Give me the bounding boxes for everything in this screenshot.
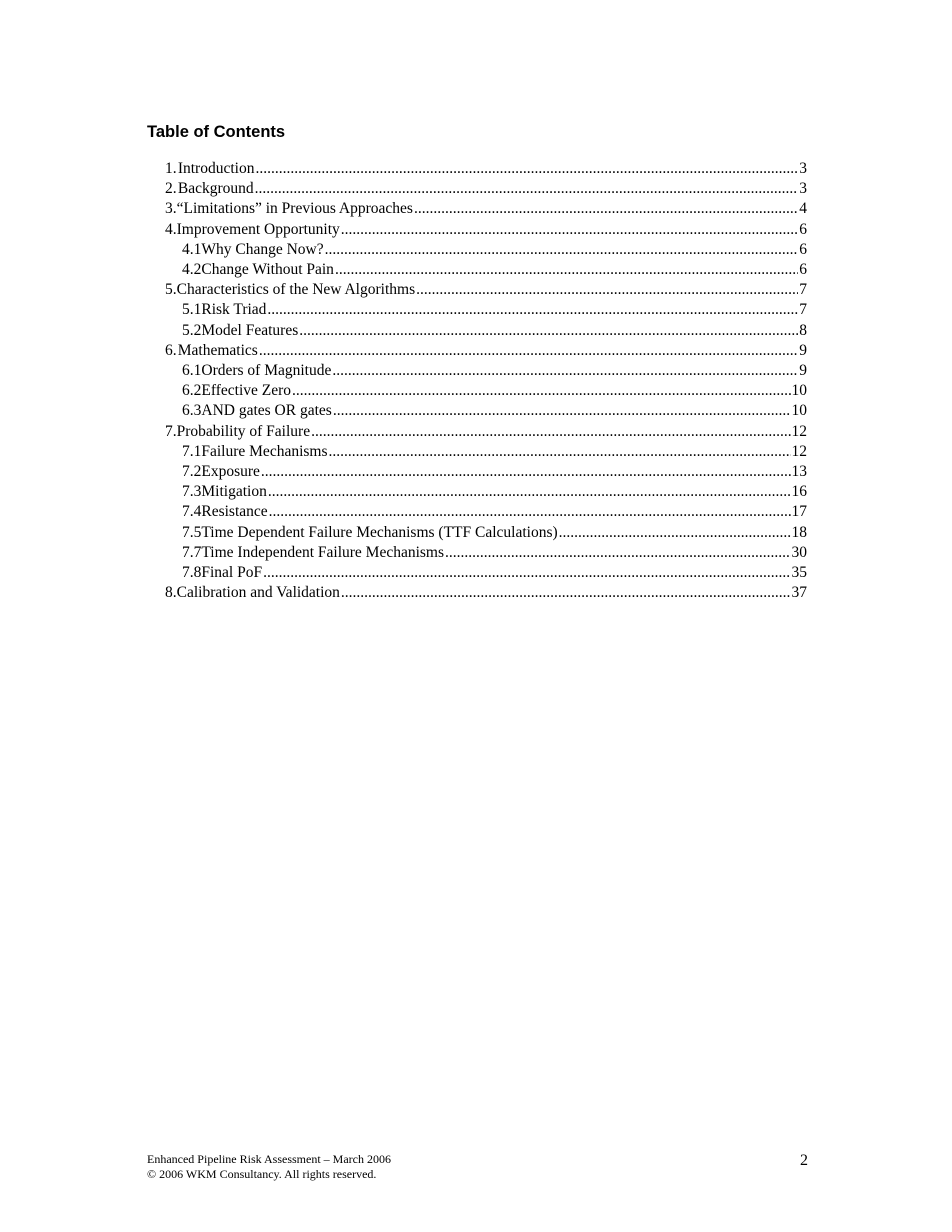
toc-entry-number: 7.4	[182, 503, 202, 521]
toc-entry-page: 6	[799, 220, 807, 238]
toc-leader-dots	[325, 240, 799, 260]
toc-entry-label: Final PoF	[201, 564, 263, 581]
toc-leader-dots	[341, 583, 791, 603]
toc-entry-number: 7.	[165, 422, 177, 440]
toc-entry-page: 17	[791, 503, 807, 521]
toc-entry-number: 8.	[165, 584, 177, 602]
toc-entry-4[interactable]	[165, 220, 807, 240]
toc-entry-number: 5.2	[182, 321, 202, 339]
toc-entry-4-1[interactable]	[182, 240, 807, 260]
toc-entry-label: Effective Zero	[201, 382, 292, 400]
toc-leader-dots	[329, 442, 791, 462]
toc-entry-label: Calibration and Validation	[176, 584, 340, 602]
toc-leader-dots	[299, 321, 798, 341]
toc-entry-number: 5.	[165, 281, 177, 299]
toc-leader-dots	[559, 523, 791, 543]
toc-entry-page: 7	[799, 281, 807, 299]
toc-entry-number: 4.	[165, 220, 177, 238]
toc-entry-label: Mitigation	[201, 483, 267, 501]
toc-entry-label: Mathematics	[177, 341, 258, 359]
toc-leader-dots	[414, 199, 798, 219]
toc-entry-page: 18	[791, 523, 807, 541]
toc-entry-page: 6	[799, 261, 807, 278]
toc-entry-page: 13	[791, 463, 807, 480]
toc-entry-number: 7.7	[182, 543, 202, 561]
toc-entry-label: Model Features	[201, 321, 299, 339]
toc-entry-number: 7.5	[182, 523, 202, 541]
toc-entry-page: 37	[791, 584, 807, 602]
toc-entry-page: 9	[799, 362, 807, 379]
toc-entry-number: 2.	[165, 180, 177, 198]
toc-entry-label: Introduction	[177, 160, 255, 177]
toc-entry-number: 3.	[165, 200, 177, 218]
toc-entry-number: 7.3	[182, 483, 202, 501]
toc-entry-7-5[interactable]	[182, 523, 807, 543]
toc-entry-label: Time Independent Failure Mechanisms	[201, 543, 445, 561]
toc-entry-4-2[interactable]	[182, 260, 807, 280]
toc-entry-label: Why Change Now?	[201, 240, 324, 258]
toc-entry-page: 12	[791, 442, 807, 460]
toc-entry-label: Risk Triad	[201, 301, 267, 319]
toc-entry-label: Background	[177, 180, 254, 198]
toc-entry-6[interactable]	[165, 341, 807, 361]
toc-leader-dots	[267, 300, 798, 320]
toc-entry-6-2[interactable]	[182, 381, 807, 401]
toc-entry-label: Characteristics of the New Algorithms	[176, 281, 416, 299]
toc-entry-number: 6.1	[182, 362, 202, 379]
toc-entry-page: 30	[791, 543, 807, 561]
toc-entry-label: Resistance	[201, 503, 268, 521]
toc-entry-7-8[interactable]	[182, 563, 807, 583]
toc-entry-number: 6.3	[182, 402, 202, 420]
toc-leader-dots	[445, 543, 790, 563]
footer	[147, 1152, 391, 1182]
toc-entry-5-2[interactable]	[182, 321, 807, 341]
toc-entry-page: 12	[791, 422, 807, 440]
toc-entry-number: 4.2	[182, 261, 202, 278]
page-number: 2	[800, 1152, 808, 1169]
toc-entry-7[interactable]	[165, 422, 807, 442]
toc-entry-7-1[interactable]	[182, 442, 807, 462]
toc-entry-page: 10	[791, 402, 807, 420]
toc-entry-page: 6	[799, 240, 807, 258]
toc-leader-dots	[332, 361, 798, 381]
toc-leader-dots	[341, 220, 798, 240]
toc-entry-page: 8	[799, 321, 807, 339]
toc-entry-label: Orders of Magnitude	[201, 362, 332, 379]
toc-entry-label: Improvement Opportunity	[176, 220, 340, 238]
toc-entry-page: 3	[799, 180, 807, 198]
toc-entry-label: Probability of Failure	[176, 422, 311, 440]
toc-entry-page: 4	[799, 200, 807, 218]
toc-entry-number: 6.	[165, 341, 177, 359]
toc-leader-dots	[268, 482, 791, 502]
toc-entry-label: AND gates OR gates	[201, 402, 332, 420]
toc-leader-dots	[416, 280, 798, 300]
toc-entry-number: 1.	[165, 160, 177, 177]
toc-entry-6-1[interactable]	[182, 361, 807, 381]
toc-entry-label: Failure Mechanisms	[201, 442, 328, 460]
toc-entry-number: 4.1	[182, 240, 202, 258]
toc-entry-page: 10	[791, 382, 807, 400]
toc-entry-5-1[interactable]	[182, 300, 807, 320]
toc-leader-dots	[261, 462, 791, 482]
toc-entry-page: 16	[791, 483, 807, 501]
toc-entry-8[interactable]	[165, 583, 807, 603]
toc-entry-7-2[interactable]	[182, 462, 807, 482]
toc-entry-5[interactable]	[165, 280, 807, 300]
toc-entry-page: 9	[799, 341, 807, 359]
toc-entry-number: 7.8	[182, 564, 202, 581]
toc-entry-number: 5.1	[182, 301, 202, 319]
toc-entry-page: 7	[799, 301, 807, 319]
toc-entry-label: Change Without Pain	[201, 261, 334, 278]
toc-entry-label: Exposure	[201, 463, 260, 480]
toc-entry-label: Time Dependent Failure Mechanisms (TTF Calculations)	[201, 523, 558, 541]
toc-entry-7-3[interactable]	[182, 482, 807, 502]
toc-entry-6-3[interactable]	[182, 401, 807, 421]
toc-leader-dots	[292, 381, 790, 401]
toc-entry-label: “Limitations” in Previous Approaches	[176, 200, 413, 218]
toc-entry-7-4[interactable]	[182, 502, 807, 522]
toc-leader-dots	[255, 159, 798, 179]
toc-leader-dots	[259, 341, 798, 361]
toc-leader-dots	[335, 260, 798, 280]
toc-entry-3[interactable]	[165, 199, 807, 219]
toc-entry-2[interactable]	[165, 179, 807, 199]
toc-leader-dots	[333, 401, 791, 421]
footer-copyright: © 2006 WKM Consultancy. All rights reserved.	[147, 1167, 377, 1181]
toc-entry-1[interactable]	[165, 159, 807, 179]
toc-leader-dots	[269, 502, 791, 522]
footer-document-title: Enhanced Pipeline Risk Assessment – March 2006	[147, 1152, 391, 1166]
toc-entry-page: 35	[791, 564, 807, 581]
toc-entry-7-7[interactable]	[182, 543, 807, 563]
toc-entry-number: 7.2	[182, 463, 202, 480]
toc-entry-number: 7.1	[182, 442, 202, 460]
toc-entry-page: 3	[799, 160, 807, 177]
toc-entry-number: 6.2	[182, 382, 202, 400]
toc-leader-dots	[311, 422, 790, 442]
toc-leader-dots	[263, 563, 790, 583]
toc-leader-dots	[255, 179, 799, 199]
toc-title: Table of Contents	[147, 123, 286, 141]
